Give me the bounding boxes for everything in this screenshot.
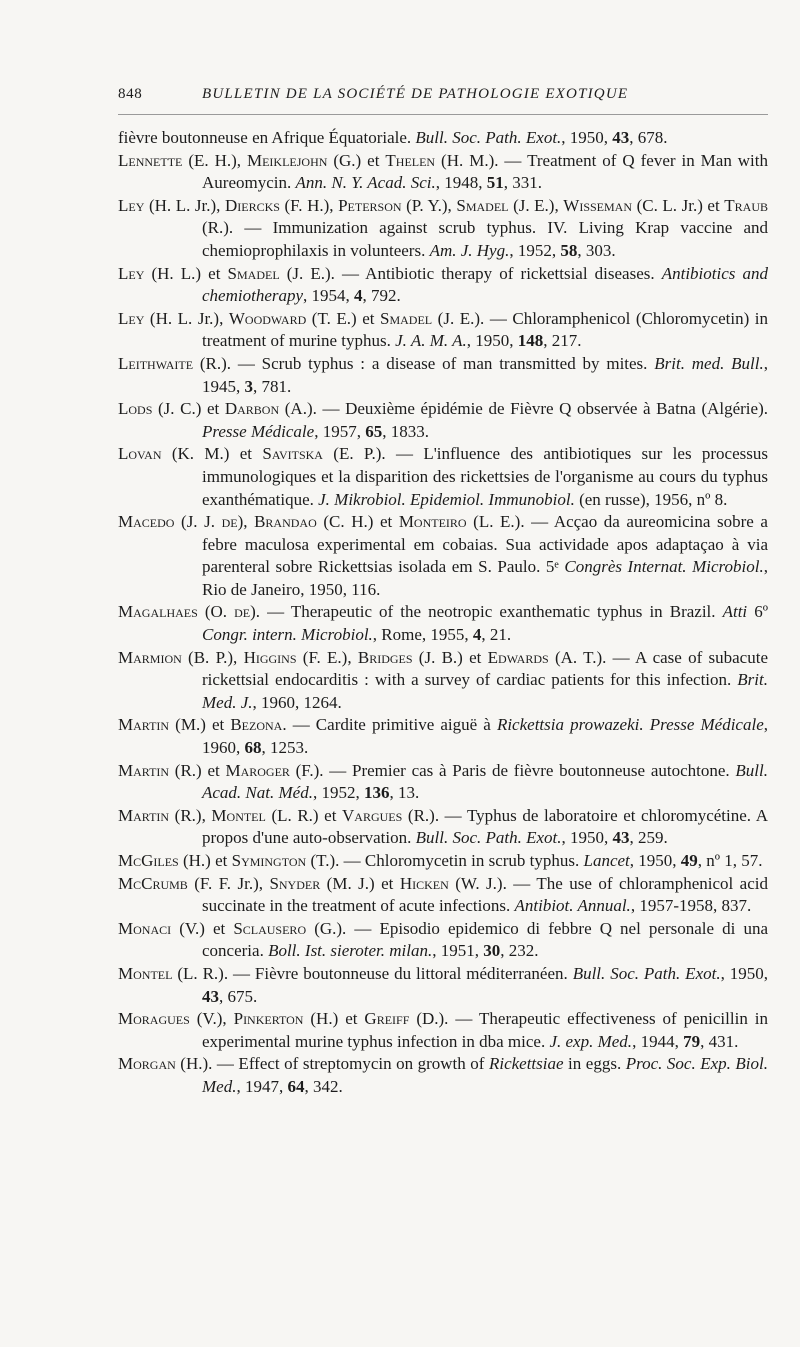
author-name: Traub [724, 195, 768, 215]
reference-entry [118, 127, 768, 150]
reference-text: (H. L. Jr.), [144, 308, 229, 328]
volume-number: 148 [517, 331, 544, 351]
reference-text: (E. H.), [182, 150, 247, 170]
journal-title: BULLETIN DE LA SOCIÉTÉ DE PATHOLOGIE EXOTIQUE [202, 86, 629, 102]
reference-text: , 1944, [632, 1031, 684, 1051]
source-title: J. exp. Med. [549, 1031, 633, 1051]
author-name: Savitska [262, 444, 323, 464]
reference-text: ). — Therapeutic of the neotropic exanthematic typhus in Brazil. [250, 602, 723, 622]
reference-text: , 1950, [629, 851, 681, 870]
reference-text: , 675. [219, 986, 258, 1006]
reference-entry [118, 263, 768, 308]
author-name: Martin [118, 715, 170, 735]
reference-text: (H.). — Effect of streptomycin on growth of [175, 1054, 489, 1074]
author-name: Morgan [118, 1054, 176, 1074]
author-name: Maroger [225, 760, 290, 780]
source-title: Ann. N. Y. Acad. Sci. [295, 173, 436, 193]
reference-text: , 303. [577, 240, 616, 260]
volume-number: 65 [365, 421, 383, 441]
reference-text: (V.) et [171, 918, 234, 938]
reference-text: , 1960, [202, 715, 768, 758]
source-title: Bull. Soc. Path. Exot. [415, 128, 562, 147]
reference-text: fièvre boutonneuse en Afrique Équatoriale. [118, 128, 416, 147]
reference-text: , 1253. [261, 738, 309, 758]
reference-text: , 1951, [432, 941, 484, 961]
reference-entry [118, 150, 768, 195]
author-name: Symington [231, 851, 307, 870]
author-name: Bridges [357, 647, 413, 667]
author-name: Greiff [364, 1009, 410, 1029]
author-name: Smadel [456, 195, 509, 215]
reference-text: , 1960, 1264. [252, 692, 342, 712]
reference-text: , 1833. [382, 421, 429, 441]
author-name: Macedo [118, 512, 175, 532]
reference-text: , 1950, [720, 963, 769, 983]
volume-number: 79 [683, 1031, 701, 1051]
author-name: Smadel [380, 308, 433, 328]
author-name: McCrumb [118, 873, 188, 893]
page-number: 848 [118, 86, 143, 102]
volume-number: 49 [680, 851, 698, 870]
reference-text: in eggs. [563, 1054, 626, 1074]
volume-number: 3 [244, 376, 253, 396]
author-name: Thelen [385, 150, 436, 170]
reference-text: , Rio de Janeiro, 1950, 116. [202, 557, 768, 599]
author-name: Moragues [118, 1009, 190, 1029]
source-title: Congr. intern. Microbiol. [202, 625, 373, 645]
reference-text: . — Cardite primitive aiguë à [282, 715, 497, 735]
reference-text: (C. H.) et [316, 512, 399, 532]
source-title: Presse Médicale [202, 421, 315, 441]
reference-entry [118, 805, 768, 850]
reference-entry [118, 918, 768, 963]
author-name: Snyder [269, 873, 321, 893]
reference-text: (J. B.) et [412, 647, 488, 667]
volume-number: 30 [483, 941, 501, 961]
reference-text: , 13. [389, 783, 420, 803]
source-title: Atti [722, 602, 748, 622]
reference-text: (B. P.), [181, 647, 244, 667]
reference-text: (R.). — Scrub typhus : a disease of man transmitted by mites. [193, 353, 655, 373]
reference-entry [118, 1008, 768, 1053]
author-name: Ley [118, 308, 145, 328]
reference-text: , 1957, [314, 421, 366, 441]
reference-text: , 1957-1958, 837. [630, 896, 752, 916]
author-name: Lovan [118, 444, 162, 464]
source-title: J. Mikrobiol. Epidemiol. Immunobiol. [318, 489, 575, 509]
author-name: Monaci [118, 918, 172, 938]
source-title: Antibiotics and chemiotherapy [202, 263, 768, 306]
reference-entry [118, 1053, 768, 1098]
reference-text: , 1950, [561, 828, 613, 848]
source-title: Congrès Internat. Microbiol. [564, 557, 764, 577]
author-name: Martin [118, 760, 170, 780]
reference-text: , 1945, [202, 353, 768, 396]
source-title: Bull. Soc. Path. Exot. [415, 828, 562, 848]
reference-text: (F. E.), [296, 647, 358, 667]
reference-text: (H.) et [178, 851, 232, 870]
source-title: Bull. Acad. Nat. Méd. [202, 760, 768, 803]
author-name: McGiles [118, 851, 179, 870]
reference-entry [118, 511, 768, 601]
reference-text: 6º [747, 602, 768, 622]
reference-entry [118, 195, 768, 263]
author-name: Monteiro [398, 512, 467, 532]
author-name: Hicken [399, 873, 449, 893]
reference-text: (O. [197, 602, 235, 622]
source-title: Rickettsia prowazeki. Presse Médicale [496, 715, 764, 735]
source-title: Brit. med. Bull. [654, 353, 764, 373]
volume-number: 43 [202, 986, 219, 1006]
reference-text: (L. E.). — Acçao da aureomicina sobre a febre maculosa experimental em cobaias. Sua actividade apos adaptaçao à via parenteral sobre Rickettsias isolada em S. Paulo. 5ᵉ [202, 512, 768, 577]
volume-number: 43 [612, 128, 630, 147]
volume-number: 4 [472, 625, 482, 645]
reference-text: , 1950, [561, 128, 613, 147]
reference-text: , 259. [629, 828, 668, 848]
reference-text: (C. L. Jr.) et [632, 195, 725, 215]
reference-text: ), [237, 512, 255, 532]
source-title: J. A. M. A. [395, 331, 467, 351]
reference-text: (J. E.). — Antibiotic therapy of rickettsial diseases. [279, 263, 662, 283]
reference-entry [118, 850, 768, 873]
reference-text: (F.). — Premier cas à Paris de fièvre boutonneuse autochtone. [289, 760, 736, 780]
reference-entry [118, 647, 768, 715]
reference-text: , 1950, [466, 331, 518, 351]
reference-text: , 232. [500, 941, 539, 961]
source-title: Rickettsiae [488, 1054, 564, 1074]
reference-text: (H.) et [303, 1009, 365, 1029]
reference-text: (F. H.), [279, 195, 339, 215]
volume-number: 58 [560, 240, 578, 260]
author-name: Peterson [338, 195, 402, 215]
author-name: Sclausero [233, 918, 307, 938]
author-name: Ley [118, 263, 145, 283]
author-name: Pinkerton [233, 1009, 304, 1029]
reference-entry [118, 963, 768, 1008]
reference-text: (H. M.). — Treatment of Q fever in Man with Aureomycin. [202, 150, 769, 193]
source-title: Lancet [583, 851, 630, 870]
author-name: Magalhaes [118, 602, 198, 622]
author-name: Smadel [227, 263, 280, 283]
reference-text: , 781. [253, 376, 292, 396]
reference-text: , 792. [362, 286, 401, 306]
reference-entry [118, 601, 768, 646]
reference-entry [118, 353, 768, 398]
source-title: Antibiot. Annual. [514, 896, 631, 916]
reference-text: , 678. [629, 128, 668, 147]
reference-entry [118, 443, 768, 511]
reference-entry [118, 308, 768, 353]
reference-text: , 1952, [312, 783, 364, 803]
source-title: Am. J. Hyg. [429, 240, 510, 260]
reference-text: (M.) et [169, 715, 231, 735]
reference-text: (G.) et [327, 150, 386, 170]
author-name: Wisseman [563, 195, 633, 215]
author-name: Meiklejohn [246, 150, 328, 170]
reference-text: (A.). — Deuxième épidémie de Fièvre Q observée à Batna (Algérie). [279, 399, 768, 419]
author-name: Martin [118, 805, 170, 825]
reference-text: (en russe), 1956, nº 8. [574, 489, 728, 509]
reference-entry [118, 714, 768, 759]
volume-number: 51 [486, 173, 504, 193]
author-name: Montel [118, 963, 173, 983]
author-name: Diercks [224, 195, 280, 215]
reference-text: (D.). — Therapeutic effectiveness of penicillin in experimental murine typhus infection in dba mice. [202, 1009, 768, 1051]
reference-text: (W. J.). — The use of chloramphenicol acid succinate in the treatment of acute infections. [202, 873, 768, 916]
reference-text: (J. E.), [508, 195, 564, 215]
reference-text: , 1947, [236, 1076, 288, 1096]
reference-text: (P. Y.), [401, 195, 457, 215]
source-title: Brit. Med. J. [202, 670, 768, 712]
author-name: Vargues [342, 805, 403, 825]
reference-text: (L. R.). — Fièvre boutonneuse du littoral méditerranéen. [172, 963, 573, 983]
reference-text: (R.) et [169, 760, 226, 780]
author-name: Woodward [228, 308, 307, 328]
volume-number: 64 [287, 1076, 305, 1096]
reference-entry [118, 398, 768, 443]
reference-entry [118, 873, 768, 918]
reference-text: , 331. [503, 173, 542, 193]
reference-text: (R.). — Typhus de laboratoire et chloromycétine. A propos d'une auto-observation. [202, 805, 768, 848]
reference-text: (J. E.). — Chloramphenicol (Chloromycetin) in treatment of murine typhus. [202, 308, 768, 351]
volume-number: 43 [612, 828, 630, 848]
author-name: Bezona [230, 715, 283, 735]
reference-text: , 217. [543, 331, 582, 351]
header-rule [118, 114, 768, 115]
source-title: Proc. Soc. Exp. Biol. Med. [202, 1054, 768, 1096]
author-name: Lods [118, 399, 153, 419]
volume-number: 4 [354, 286, 363, 306]
author-name: Ley [118, 195, 145, 215]
reference-text: (G.). — Episodio epidemico di febbre Q nel personale di una conceria. [202, 918, 768, 961]
reference-text: , Rome, 1955, [372, 625, 473, 645]
author-name: Montel [211, 805, 266, 825]
author-name: Marmion [118, 647, 182, 667]
reference-text: (T.). — Chloromycetin in scrub typhus. [306, 851, 584, 870]
reference-text: , nº 1, 57. [697, 851, 763, 870]
reference-text: , 1954, [303, 286, 355, 306]
reference-text: (E. P.). — L'influence des antibiotiques sur les processus immunologiques et la disparition des rickettsies de l'organisme au cours du typhus exanthématique. [202, 444, 768, 509]
reference-text: (H. L.) et [144, 263, 228, 283]
reference-text: , 21. [481, 625, 512, 645]
author-name: Leithwaite [118, 353, 194, 373]
source-title: Bull. Soc. Path. Exot. [572, 963, 721, 983]
author-name: Darbon [224, 399, 280, 419]
reference-text: (A. T.). — A case of subacute rickettsial endocarditis : with a survey of cardiac patients for this infection. [202, 647, 768, 690]
reference-text: (M. J.) et [320, 873, 400, 893]
reference-text: , 431. [700, 1031, 739, 1051]
reference-text: (T. E.) et [306, 308, 381, 328]
author-name: Lennette [118, 150, 183, 170]
reference-list [118, 127, 768, 1099]
reference-text: (L. R.) et [265, 805, 343, 825]
reference-text: (J. C.) et [152, 399, 225, 419]
reference-text: (V.), [189, 1009, 234, 1029]
source-title: Boll. Ist. sieroter. milan. [268, 941, 433, 961]
reference-text: (J. J. [174, 512, 222, 532]
reference-text: , 342. [304, 1076, 343, 1096]
author-name: Higgins [243, 647, 297, 667]
reference-text: (H. L. Jr.), [144, 195, 225, 215]
volume-number: 68 [244, 738, 262, 758]
author-name: Brandao [254, 512, 317, 532]
author-name: de [221, 512, 238, 532]
author-name: de [234, 602, 251, 622]
volume-number: 136 [363, 783, 390, 803]
reference-text: (K. M.) et [161, 444, 263, 464]
reference-text: (R.), [169, 805, 212, 825]
reference-text: (R.). — Immunization against scrub typhus. IV. Living Krap vaccine and chemioprophilaxis in volunteers. [202, 218, 768, 260]
reference-text: (F. F. Jr.), [187, 873, 270, 893]
reference-text: , 1952, [509, 240, 561, 260]
reference-text: , 1948, [435, 173, 487, 193]
reference-entry [118, 760, 768, 805]
author-name: Edwards [487, 647, 549, 667]
